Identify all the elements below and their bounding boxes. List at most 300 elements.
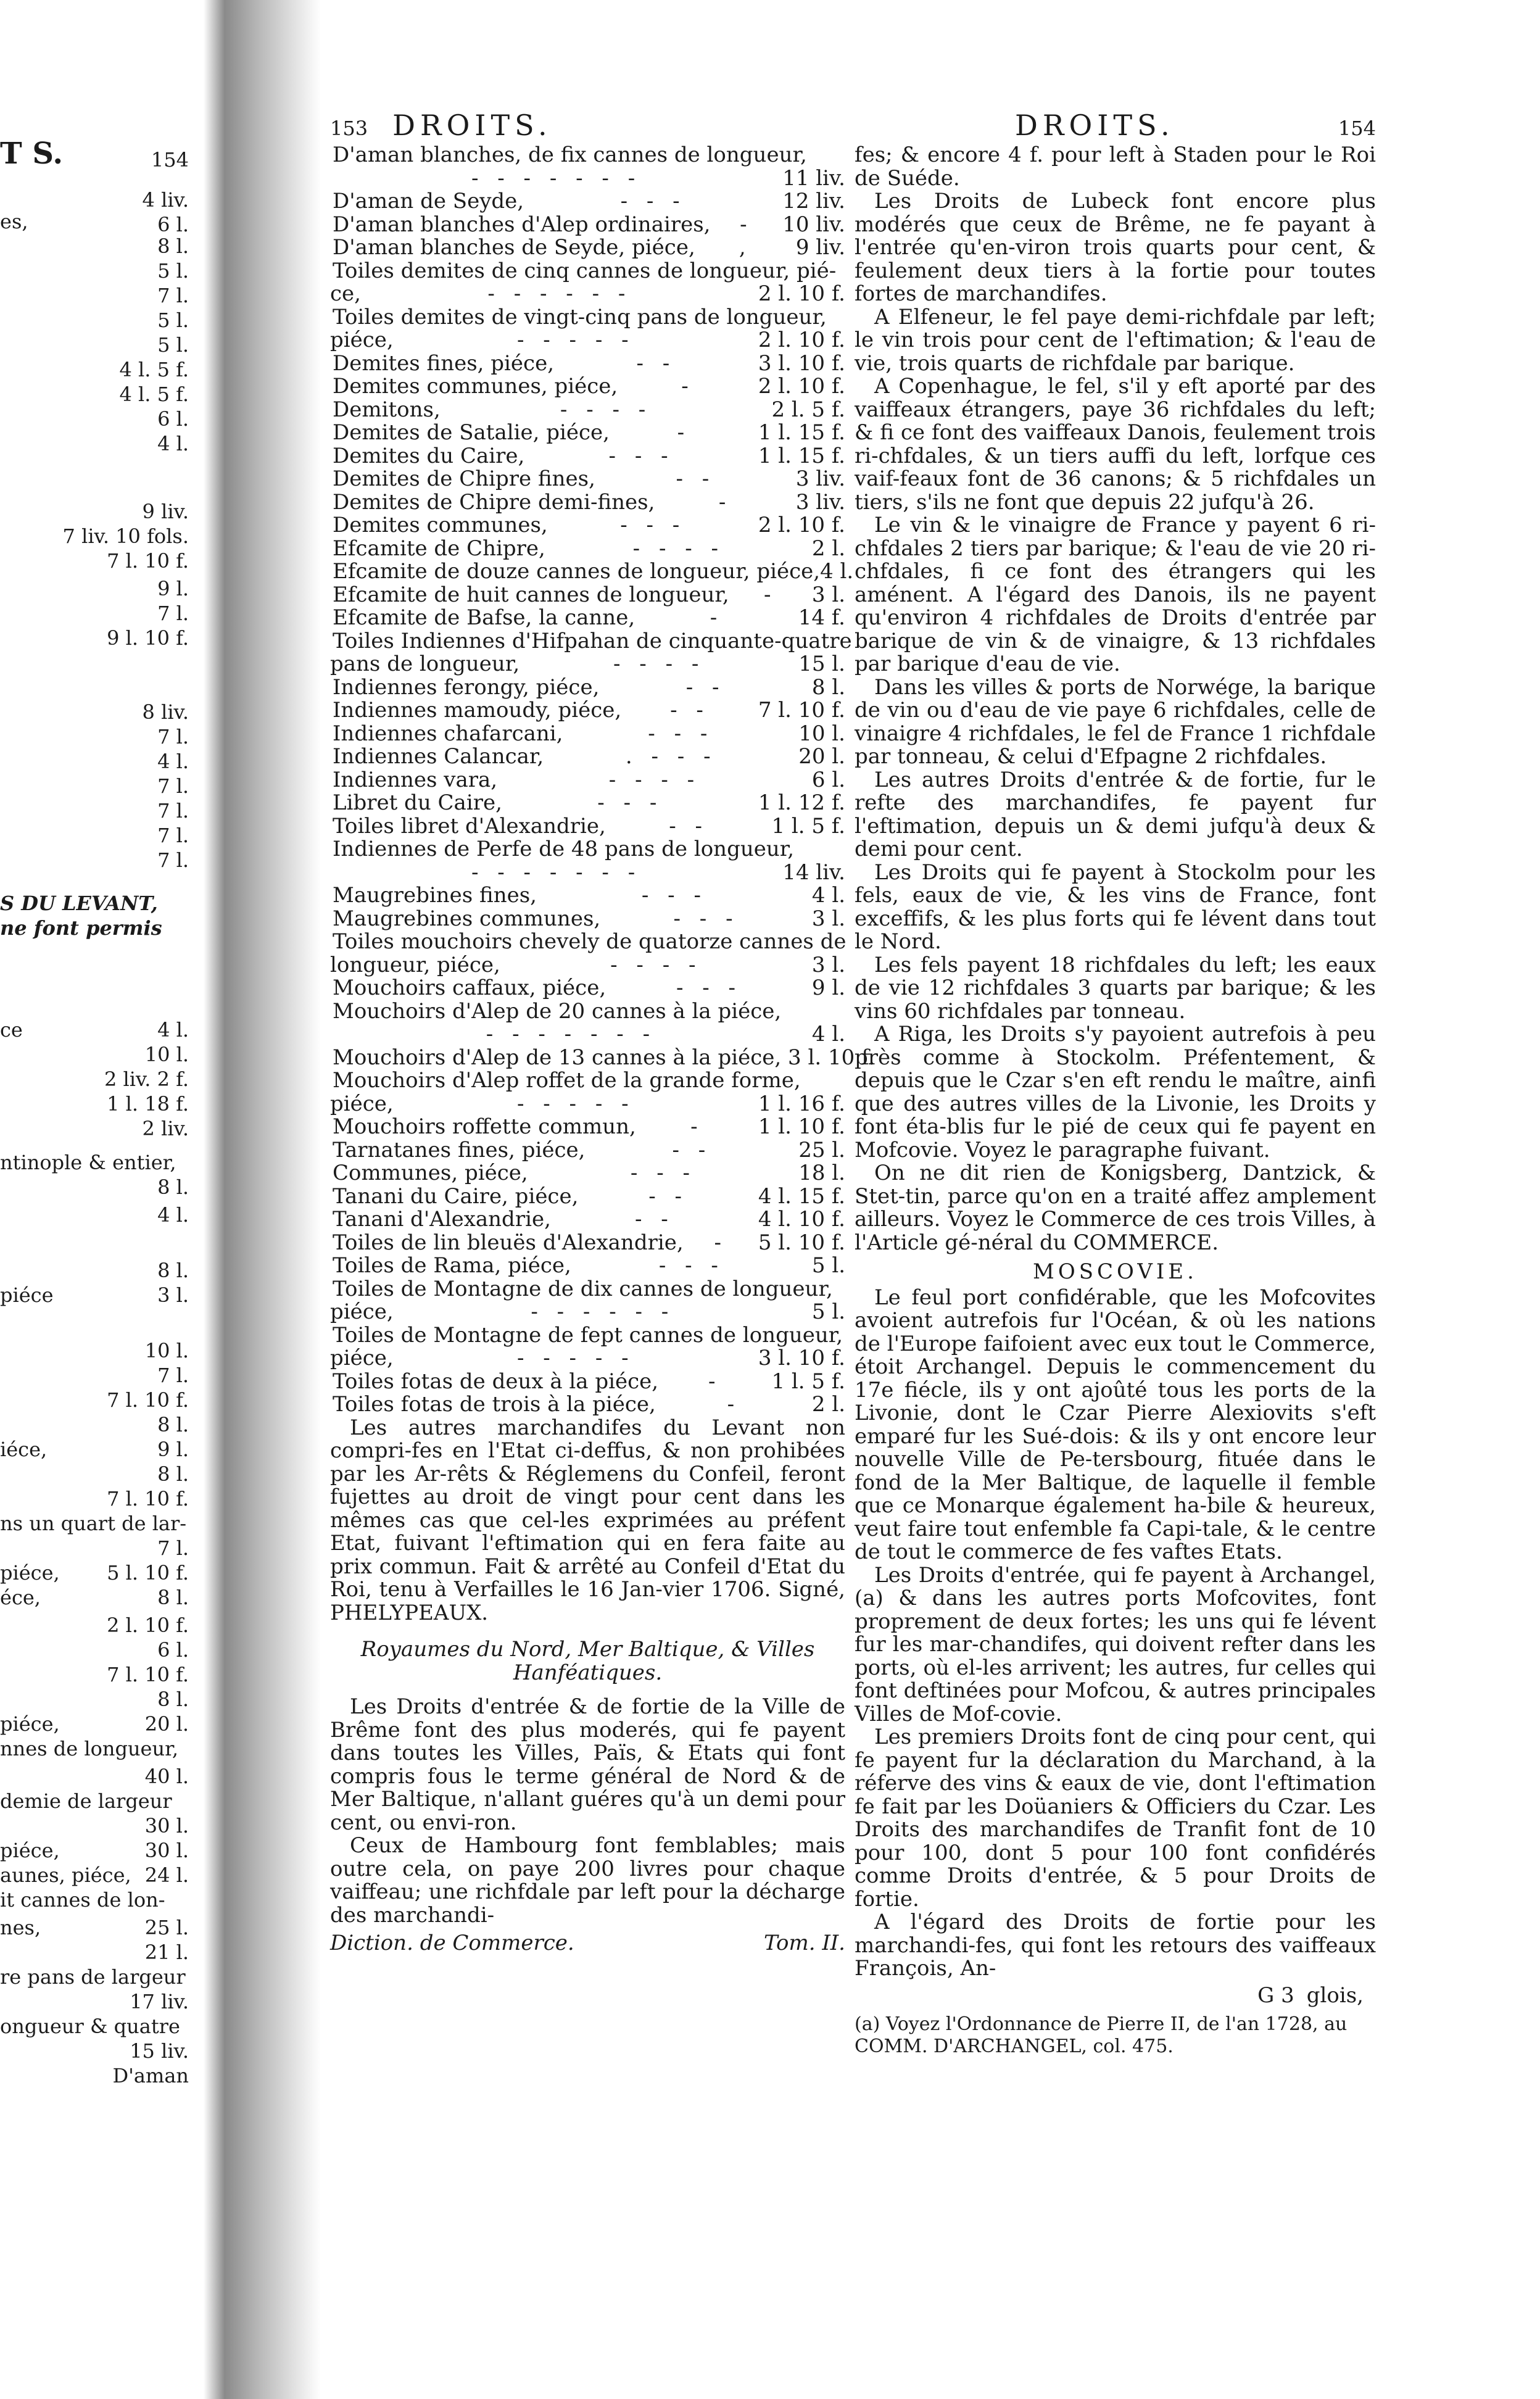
tariff-continuation [330, 167, 845, 191]
paragraph: On ne dit rien de Konigsberg, Dantzick, & Stet-tin, parce qu'on en a traité affez amplement ailleurs. Voyez le Commerce de ces trois Villes, à l'Article gé-néral du COMMERCE. [855, 1161, 1376, 1255]
previous-page-line: 10 l. [144, 1043, 189, 1066]
book-gutter [204, 0, 321, 2399]
tariff-price: 3 l. [811, 906, 845, 931]
leader-dots: - [710, 605, 724, 630]
leader-dots: - - [672, 1137, 712, 1162]
tariff-entry [330, 908, 845, 931]
tariff-label: Demites communes, piéce, [333, 374, 618, 399]
tariff-label: Indiennes mamoudy, piéce, [333, 698, 622, 723]
tariff-price: 3 l. 10 f. [758, 350, 845, 376]
previous-page-line: 7 l. 10 f. [107, 1487, 189, 1510]
tariff-entry [330, 1093, 845, 1116]
tariff-price: 5 l. [811, 1299, 845, 1324]
tariff-label: Toiles demites de vingt-cinq pans de longueur, [333, 304, 827, 329]
tariff-entry [330, 260, 845, 283]
leader-dots: - [764, 582, 777, 607]
closing-paragraph: Les autres marchandifes du Levant non compri-fes en l'Etat ci-deffus, & non prohibées par les Ar-rêts & Réglemens du Confeil, feront fujettes au droit de vingt pour cent dans les mêmes cas que cel-les exprimées au préfent Etat, fuivant l'eftimation qui en fera faite au prix commun. Fait & arrêté au Confeil d'Etat du Roi, tenu à Verfailles le 16 Jan-vier 1706. Signé, PHELYPEAUX. [330, 1415, 845, 1625]
tariff-price: 3 l. [811, 582, 845, 607]
previous-page-line: 7 l. [157, 1536, 189, 1560]
tariff-entry [330, 306, 845, 329]
leader-dots: - [727, 1392, 741, 1417]
previous-page-line: 7 l. [157, 848, 189, 872]
tariff-label: Communes, piéce, [333, 1161, 528, 1185]
signature-mark: G 3 [1257, 1983, 1294, 2008]
tariff-entry [330, 792, 845, 815]
right-page [855, 109, 1376, 2058]
previous-page-line: piéce, [0, 1839, 60, 1862]
tariff-label: Toiles demites de cinq cannes de longueur, pié- [333, 258, 837, 283]
page-footer [330, 1932, 845, 1955]
leader-dots: - [718, 489, 732, 515]
previous-page-line: 8 l. [157, 1586, 189, 1609]
previous-page-line: 7 l. 10 f. [107, 1388, 189, 1412]
previous-page-line: 5 l. [157, 333, 189, 357]
tariff-entry [330, 676, 845, 700]
tariff-label: Indiennes de Perfe de 48 pans de longueur, [333, 837, 795, 861]
previous-page-line: 7 l. [157, 1364, 189, 1387]
previous-page-line: 9 l. 10 f. [107, 626, 189, 650]
tariff-price: 4 l. [820, 559, 854, 584]
previous-page-line: 15 liv. [130, 2039, 189, 2063]
tariff-entry [330, 283, 845, 306]
tariff-entry [330, 445, 845, 468]
tariff-entry [330, 468, 845, 491]
previous-page-line: 7 l. 10 f. [107, 1663, 189, 1686]
leader-dots: - - - - [560, 397, 652, 422]
tariff-entry [330, 1208, 845, 1232]
tariff-label: pans de longueur, [330, 652, 520, 676]
text-block [855, 1287, 1376, 1981]
leader-dots: - - [634, 1207, 674, 1232]
tariff-label: Mouchoirs caffaux, piéce, [333, 976, 606, 1000]
leader-dots: - - - [676, 976, 742, 1000]
paragraph: fes; & encore 4 f. pour left à Staden pour le Roi de Suéde. [855, 143, 1376, 191]
tariff-entry [330, 1370, 845, 1394]
previous-page-fragment [0, 0, 204, 2399]
previous-page-line: 4 l. 5 f. [119, 358, 189, 381]
previous-page-line: 4 l. 5 f. [119, 383, 189, 406]
leader-dots: - - - - - [516, 328, 635, 352]
running-head: DROITS. [1015, 109, 1175, 142]
previous-page-line: nes, [0, 1916, 41, 1939]
previous-page-line: 5 l. 10 f. [107, 1561, 189, 1585]
previous-page-line: 8 l. [157, 1413, 189, 1436]
tariff-price: 4 l. 15 f. [758, 1183, 845, 1209]
tariff-label: Toiles Indiennes d'Hifpahan de cinquante-quatre [333, 628, 852, 653]
tariff-entry [330, 514, 845, 537]
tariff-entry [330, 1324, 845, 1348]
leader-dots: - - - - [610, 952, 702, 977]
paragraph: Le feul port confidérable, que les Mofcovites avoient autrefois fur l'Océan, & où les nations de l'Europe faifoient avec eux tout le Commerce, étoit Archangel. Depuis le commencement du 17e fiécle, ils y ont ajoûté tous les ports de la Livonie, dont le Czar Pierre Alexiovits s'eft emparé fur les Sué-dois: & ils y ont encore leur nouvelle Ville de Pe-tersbourg, fituée dans le fond de la Mer Baltique, de laquelle il femble que ce Monarque également ha-bile & heureux, veut faire tout enfemble fa Capi-tale, & le centre de tout le commerce de fes vaftes Etats. [855, 1285, 1376, 1564]
leader-dots: - - - [620, 513, 686, 537]
leader-dots: - - [648, 1183, 688, 1209]
previous-page-line: 7 l. [157, 284, 189, 307]
tariff-price: 2 l. 10 f. [758, 328, 845, 352]
page-number: 153 [330, 117, 368, 140]
previous-page-line: 40 l. [144, 1765, 189, 1788]
section-heading: Royaumes du Nord, Mer Baltique, & Villes Hanféatiques. [360, 1637, 815, 1685]
previous-page-line: T S. [0, 136, 64, 171]
right-page-header [855, 109, 1376, 142]
previous-page-line: 30 l. [144, 1839, 189, 1862]
tariff-label: Indiennes Calancar, [333, 744, 544, 769]
previous-page-line: 21 l. [144, 1941, 189, 1964]
tariff-label: Toiles fotas de deux à la piéce, [333, 1369, 659, 1394]
paragraph: Ceux de Hambourg font femblables; mais outre cela, on paye 200 livres pour chaque vaiffeau; une richfdale par left pour la décharge des marchandi- [330, 1833, 845, 1928]
leader-dots: . - - - [625, 744, 717, 769]
previous-page-line: 10 l. [144, 1339, 189, 1362]
tariff-entry [330, 144, 845, 167]
leader-dots: - - - - - - [487, 281, 632, 306]
tariff-label: Tanani d'Alexandrie, [333, 1207, 551, 1232]
tariff-label: D'aman blanches, de fix cannes de longueur, [333, 143, 807, 167]
previous-page-line: ne font permis [0, 916, 162, 940]
tariff-label: Toiles de Montagne de dix cannes de longueur, [333, 1276, 833, 1301]
tariff-continuation [330, 861, 845, 885]
previous-page-line: piéce [0, 1283, 54, 1307]
previous-page-line: 6 l. [157, 213, 189, 236]
leader-dots: - - - [658, 1253, 724, 1278]
previous-page-line: 7 l. [157, 725, 189, 748]
tariff-label: Demites de Satalie, piéce, [333, 420, 610, 445]
leader-dots: - - [636, 350, 676, 376]
leader-dots: - - - [608, 443, 674, 468]
previous-page-line: 4 l. [157, 1018, 189, 1042]
tariff-label: Indiennes chafarcani, [333, 721, 563, 746]
tariff-label: Maugrebines communes, [333, 906, 601, 931]
previous-page-line: 2 l. 10 f. [107, 1614, 189, 1637]
previous-page-line: 7 l. 10 f. [107, 549, 189, 573]
leader-dots: - - - [597, 790, 663, 815]
previous-page-line: 9 l. [157, 1438, 189, 1461]
leader-dots: , [739, 235, 752, 260]
tariff-entry [330, 1045, 876, 1070]
tariff-entry [330, 1069, 845, 1093]
tariff-label: Tarnatanes fines, piéce, [333, 1137, 586, 1162]
tariff-label: Demites communes, [333, 513, 548, 537]
tariff-label: Toiles mouchoirs chevely de quatorze cannes de [333, 929, 847, 954]
leader-dots: - - - [620, 189, 686, 213]
tariff-price: 3 l. [811, 952, 845, 977]
footnote: (a) Voyez l'Ordonnance de Pierre II, de l'an 1728, au COMM. D'ARCHANGEL, col. 475. [855, 2013, 1348, 2057]
paragraph: Le vin & le vinaigre de France y payent 6 ri-chfdales 2 tiers par barique; & l'eau de vie 20 ri-chfdales, fi ce font des étrangers qui les aménent. A l'égard des Danois, ils ne payent qu'environ 4 richfdales de Droits d'entrée par barique de vin & de vinaigre, & 13 richfdales par barique d'eau de vie. [855, 513, 1376, 676]
tariff-price: 9 liv. [795, 235, 845, 260]
previous-page-line: ns un quart de lar- [0, 1512, 187, 1535]
previous-page-line: 20 l. [144, 1712, 189, 1736]
previous-page-line: 8 l. [157, 1259, 189, 1282]
tariff-price: 14 f. [798, 605, 845, 630]
tariff-label: Demites du Caire, [333, 443, 525, 468]
previous-page-line: nnes de longueur, [0, 1737, 179, 1760]
section-heading: MOSCOVIE. [1033, 1259, 1198, 1284]
page-number: 154 [1338, 117, 1376, 140]
paragraph: A Elfeneur, le fel paye demi-richfdale par left; le vin trois pour cent de l'eftimation; & l'eau de vie, trois quarts de richfdale par barique. [855, 304, 1376, 376]
previous-page-line: 7 l. [157, 799, 189, 822]
tariff-price: 25 l. [798, 1137, 845, 1162]
tariff-price: 12 liv. [782, 189, 845, 213]
previous-page-line: 24 l. [144, 1863, 189, 1887]
text-block [855, 144, 1376, 1254]
leader-dots: - - - [630, 1161, 696, 1185]
tariff-label: piéce, [330, 328, 394, 352]
tariff-price: 10 l. [798, 721, 845, 746]
tariff-label: Efcamite de Chipre, [333, 536, 545, 561]
tariff-label: longueur, piéce, [330, 952, 500, 977]
tariff-entry [330, 375, 845, 399]
tariff-label: Indiennes ferongy, piéce, [333, 674, 600, 700]
tariff-price: 5 l. 10 f. [758, 1230, 845, 1255]
tariff-label: Mouchoirs roffette commun, [333, 1114, 636, 1139]
previous-page-line: 5 l. [157, 259, 189, 283]
tariff-label: Libret du Caire, [333, 790, 502, 815]
previous-page-line: 154 [151, 148, 189, 172]
paragraph: Les Droits d'entrée & de fortie de la Ville de Brême font des plus moderés, qui fe payent dans toutes les Villes, Païs, & Etats qui font compris fous le terme général de Nord & de Mer Baltique, n'allant guéres qu'à un demi pour cent, ou envi-ron. [330, 1694, 845, 1835]
running-head: DROITS. [392, 109, 552, 142]
previous-page-line: 8 l. [157, 1175, 189, 1199]
previous-page-line: demie de largeur [0, 1789, 172, 1813]
tariff-label: D'aman blanches de Seyde, piéce, [333, 235, 695, 260]
leader-dots: - - - - - - [531, 1299, 675, 1324]
tariff-price: 11 liv. [782, 165, 845, 191]
tariff-entry [330, 815, 845, 839]
previous-page-line: ongueur & quatre [0, 2015, 180, 2038]
previous-page-line: 8 l. [157, 234, 189, 258]
leader-dots: - - - - - [516, 1091, 635, 1116]
tariff-price: 6 l. [811, 767, 845, 792]
tariff-label: Efcamite de douze cannes de longueur, piéce, [333, 559, 821, 584]
tariff-price: 18 l. [798, 1161, 845, 1185]
tariff-entry [330, 352, 845, 376]
tariff-label: Toiles libret d'Alexandrie, [333, 813, 606, 839]
leader-dots: - - - - [632, 536, 725, 561]
previous-page-line: 4 liv. [142, 188, 189, 212]
tariff-entry [330, 399, 845, 422]
previous-page-line: 4 l. [157, 1203, 189, 1227]
tariff-entry [330, 745, 845, 769]
leader-dots: - - - - [613, 652, 705, 676]
tariff-price: 5 l. [811, 1253, 845, 1278]
tariff-entry [330, 537, 845, 561]
previous-page-line: ntinople & entier, [0, 1151, 176, 1174]
previous-page-line: 25 l. [144, 1916, 189, 1939]
previous-page-line: 17 liv. [130, 1990, 189, 2013]
tariff-entry [330, 1393, 845, 1417]
tariff-price: 1 l. 10 f. [758, 1114, 845, 1139]
tariff-price: 3 liv. [795, 466, 845, 491]
previous-page-line: 3 l. [157, 1283, 189, 1307]
previous-page-line: 4 l. [157, 750, 189, 773]
previous-page-line: 2 liv. [142, 1117, 189, 1140]
tariff-label: Efcamite de Bafse, la canne, [333, 605, 635, 630]
tariff-entry [330, 236, 845, 260]
tariff-price: 2 l. 10 f. [758, 374, 845, 399]
paragraph: A l'égard des Droits de fortie pour les marchandi-fes, qui font les retours des vaiffeaux François, An- [855, 1910, 1376, 1981]
previous-page-line: 2 liv. 2 f. [104, 1067, 189, 1091]
previous-page-line: 6 l. [157, 1638, 189, 1662]
footer-title: Diction. de Commerce. [330, 1931, 574, 1955]
left-page [330, 109, 876, 1955]
tariff-label: Toiles fotas de trois à la piéce, [333, 1392, 656, 1417]
tariff-label: D'aman de Seyde, [333, 189, 524, 213]
previous-page-line: aunes, piéce, [0, 1863, 131, 1887]
tariff-label: piéce, [330, 1346, 394, 1370]
tariff-entry [330, 1139, 845, 1162]
tariff-entry [330, 1347, 845, 1370]
tariff-label: Maugrebines fines, [333, 883, 537, 908]
previous-page-line: re pans de largeur [0, 1965, 186, 1989]
tariff-price: 1 l. 5 f. [771, 1369, 845, 1394]
previous-page-line: 8 liv. [142, 700, 189, 724]
leader-dots: - [690, 1114, 704, 1139]
tariff-entry [330, 190, 845, 213]
leader-dots: - - [670, 698, 710, 723]
tariff-entry [330, 1000, 845, 1024]
leader-dots: - - - [673, 906, 739, 931]
tariff-entry [330, 769, 845, 792]
tariff-label: Tanani du Caire, piéce, [333, 1183, 579, 1209]
leader-dots: - - - [648, 721, 714, 746]
footer-volume: Tom. II. [763, 1931, 845, 1955]
tariff-entry [330, 1278, 845, 1301]
paragraph: Les autres Droits d'entrée & de fortie, fur le refte des marchandifes, fe payent fur l'eftimation, depuis un & demi jufqu'à deux & demi pour cent. [855, 767, 1376, 861]
tariff-price: 4 l. [811, 1022, 845, 1046]
leader-dots: - - - - - - - [471, 860, 642, 885]
tariff-entry [330, 653, 845, 676]
previous-page-line: es, [0, 210, 28, 233]
previous-page-line: piéce, [0, 1712, 60, 1736]
tariff-label: Toiles de lin bleuës d'Alexandrie, [333, 1230, 684, 1255]
tariff-price: 2 l. 10 f. [758, 513, 845, 537]
leader-dots: - - [676, 466, 716, 491]
leader-dots: - [681, 374, 695, 399]
previous-page-line: 6 l. [157, 407, 189, 431]
previous-page-line: 7 liv. 10 fols. [62, 524, 189, 548]
tariff-entry [330, 1116, 845, 1139]
catchword: glois, [1306, 1983, 1364, 2008]
previous-page-line: it cannes de lon- [0, 1888, 165, 1912]
previous-page-line: 30 l. [144, 1814, 189, 1838]
tariff-entry [330, 838, 845, 861]
tariff-price: 1 l. 16 f. [758, 1091, 845, 1116]
tariff-price: 1 l. 12 f. [758, 790, 845, 815]
leader-dots: - - [685, 674, 726, 700]
tariff-label: Demites de Chipre fines, [333, 466, 595, 491]
tariff-price: 9 l. [811, 976, 845, 1000]
previous-page-line: iéce, [0, 1438, 48, 1461]
tariff-list [330, 143, 876, 1417]
leader-dots: - [714, 1230, 727, 1255]
tariff-entry [330, 977, 845, 1000]
leader-dots: - - - - - [516, 1346, 635, 1370]
tariff-label: Toiles de Rama, piéce, [333, 1253, 571, 1278]
previous-page-line: 7 l. [157, 774, 189, 798]
tariff-label: piéce, [330, 1091, 394, 1116]
tariff-price: 1 l. 15 f. [758, 443, 845, 468]
previous-page-line: ce [0, 1018, 23, 1042]
tariff-entry [330, 628, 852, 653]
tariff-entry [330, 421, 845, 445]
tariff-label: ce, [330, 281, 361, 306]
tariff-label: Toiles de Montagne de fept cannes de longueur, [333, 1322, 843, 1348]
leader-dots: - [677, 420, 691, 445]
tariff-price: 2 l. [811, 1392, 845, 1417]
tariff-entry [330, 699, 845, 723]
signature-line [855, 1984, 1376, 2008]
tariff-entry [330, 723, 845, 746]
tariff-label: Efcamite de huit cannes de longueur, [333, 582, 729, 607]
tariff-continuation [330, 1023, 845, 1046]
tariff-entry [330, 1301, 845, 1324]
previous-page-line: 1 l. 18 f. [107, 1092, 189, 1116]
tariff-price: 10 liv. [782, 212, 845, 237]
tariff-label: Demites de Chipre demi-fines, [333, 489, 655, 515]
paragraph: A Copenhague, le fel, s'il y eft aporté par des vaiffeaux étrangers, paye 36 richfdales du left; & fi ce font des vaiffeaux Danois, feulement trois ri-chfdales, & un tiers auffi du left, lorfque ces vaif-feaux font de 36 canons; & 5 richfdales un tiers, s'ils ne font que depuis 22 jufqu'à 26. [855, 374, 1376, 515]
previous-page-line: 4 l. [157, 432, 189, 455]
previous-page-line: D'aman [112, 2064, 189, 2087]
leader-dots: - - - - [608, 767, 701, 792]
leader-dots: - [708, 1369, 722, 1394]
paragraph: Dans les villes & ports de Norwége, la barique de vin ou d'eau de vie paye 6 richfdales, celle de vinaigre 4 richfdales, le fel de France 1 richfdale par tonneau, & celui d'Efpagne 2 richfdales. [855, 674, 1376, 769]
tariff-price: 2 l. 5 f. [771, 397, 845, 422]
paragraph: A Riga, les Droits s'y payoient autrefois à peu près comme à Stockolm. Préfentement, & depuis que le Czar s'en eft rendu le maître, ainfi que des autres villes de la Livonie, les Droits y font éta-blis fur le pié de ceux qui fe payent en Mofcovie. Voyez le paragraphe fuivant. [855, 1022, 1376, 1162]
tariff-entry [330, 884, 845, 908]
tariff-entry [330, 213, 845, 237]
paragraph: Les Droits qui fe payent à Stockolm pour les fels, eaux de vie, & les vins de France, font exceffifs, & les plus forts qui fe lévent dans tout le Nord. [855, 860, 1376, 954]
previous-page-line: S DU LEVANT, [0, 892, 158, 915]
tariff-price: 1 l. 5 f. [771, 813, 845, 839]
previous-page-line: 7 l. [157, 602, 189, 625]
paragraph: Les Droits d'entrée, qui fe payent à Archangel, (a) & dans les autres ports Mofcovites, font proprement de deux fortes; les uns qui fe lévent fur les mar-chandifes, qui doivent refter dans les ports, où el-les arrivent; les autres, fur celles qui font deftinées pour Mofcou, & autres principales Villes de Mof-covie. [855, 1562, 1376, 1726]
previous-page-line: 8 l. [157, 1462, 189, 1486]
tariff-price: 2 l. 10 f. [758, 281, 845, 306]
tariff-entry [330, 1254, 845, 1278]
leader-dots: - - - [641, 883, 707, 908]
previous-page-line: éce, [0, 1586, 41, 1609]
tariff-entry [330, 1232, 845, 1255]
tariff-price: 14 liv. [782, 860, 845, 885]
tariff-label: Demitons, [333, 397, 441, 422]
tariff-label: piéce, [330, 1299, 394, 1324]
tariff-label: Indiennes vara, [333, 767, 498, 792]
tariff-price: 3 liv. [795, 489, 845, 515]
tariff-entry [330, 954, 845, 977]
previous-page-line: 7 l. [157, 824, 189, 847]
tariff-label: Demites fines, piéce, [333, 350, 555, 376]
tariff-price: 3 l. 10 f. [758, 1346, 845, 1370]
tariff-label: D'aman blanches d'Alep ordinaires, [333, 212, 711, 237]
previous-page-line: 8 l. [157, 1688, 189, 1711]
tariff-price: 15 l. [798, 652, 845, 676]
tariff-entry [330, 1185, 845, 1209]
tariff-entry [330, 584, 845, 607]
tariff-price: 7 l. 10 f. [758, 698, 845, 723]
paragraph: Les premiers Droits font de cinq pour cent, qui fe payent fur la déclaration du Marchand, à la réferve des vins & eaux de vie, dont l'eftimation fe fait par les Doüaniers & Officiers du Czar. Les Droits des marchandifes de Tranfit font de 10 pour 100, dont 5 pour 100 font confidérés comme Droits d'entrée, & 5 pour Droits de fortie. [855, 1725, 1376, 1912]
left-page-header [330, 109, 845, 142]
tariff-price: 2 l. [811, 536, 845, 561]
tariff-price: 4 l. 10 f. [758, 1207, 845, 1232]
tariff-price: 8 l. [811, 674, 845, 700]
paragraph: Les Droits de Lubeck font encore plus modérés que ceux de Brême, ne fe payant à l'entrée qu'en-viron trois quarts pour cent, & feulement deux tiers à la fortie pour toutes fortes de marchandifes. [855, 189, 1376, 306]
leader-dots: - [740, 212, 753, 237]
previous-page-line: 9 l. [157, 577, 189, 600]
tariff-entry [330, 329, 845, 352]
tariff-price: 20 l. [798, 744, 845, 769]
tariff-price: 1 l. 15 f. [758, 420, 845, 445]
tariff-entry [330, 559, 854, 584]
tariff-price: 4 l. [811, 883, 845, 908]
tariff-label: Mouchoirs d'Alep de 13 cannes à la piéce, 3 l. 10 f. [333, 1045, 876, 1070]
previous-page-line: 5 l. [157, 309, 189, 332]
